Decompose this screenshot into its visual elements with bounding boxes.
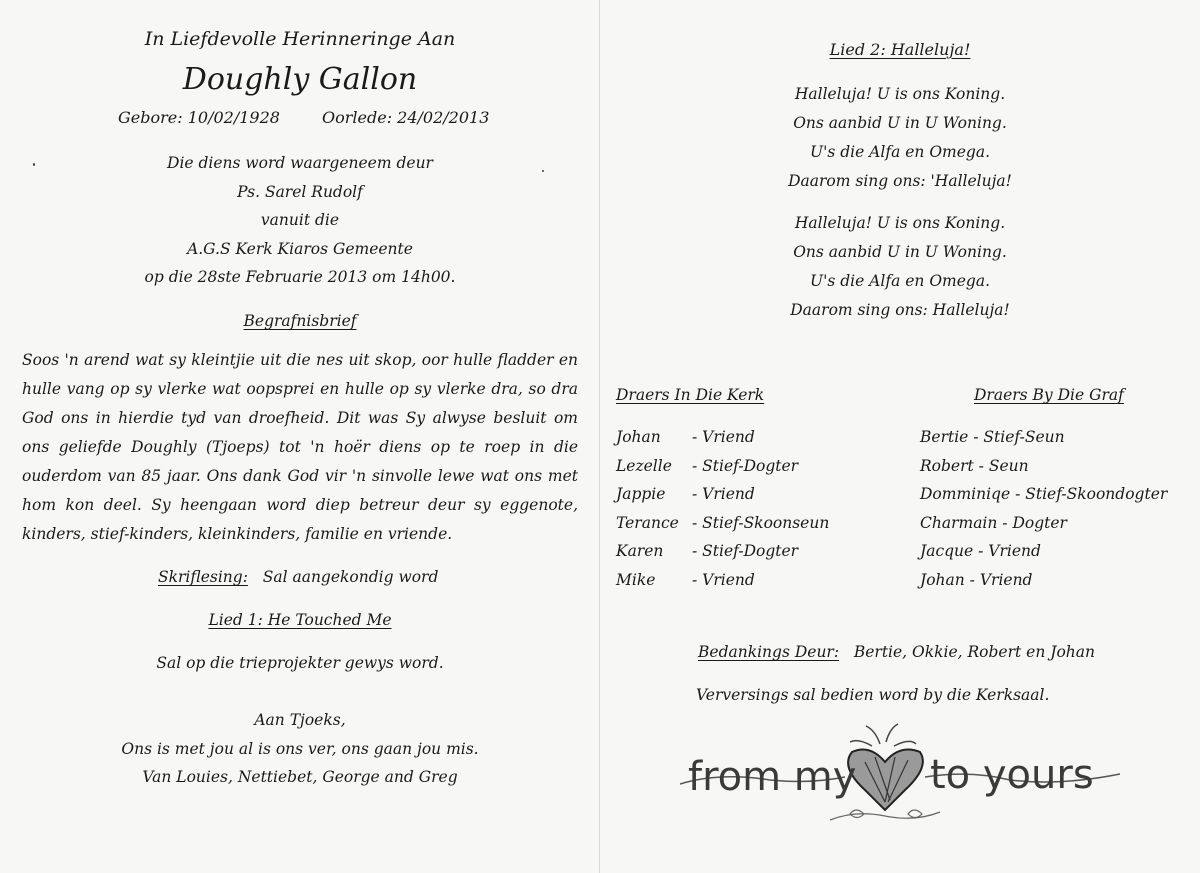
grave-bearer: Robert - Seun xyxy=(920,457,1029,475)
speck xyxy=(33,163,35,166)
logo-right-text: to yours xyxy=(930,752,1094,798)
reading-label: Skriflesing: xyxy=(158,568,248,586)
letter-heading: Begrafnisbrief xyxy=(243,312,357,330)
grave-bearer: Johan - Vriend xyxy=(920,571,1033,589)
thanks-value: Bertie, Okkie, Robert en Johan xyxy=(853,643,1096,661)
memorial-heading: In Liefdevolle Herinneringe Aan xyxy=(144,28,456,50)
logo-left-text: from my xyxy=(688,754,857,800)
verse-line: Halleluja! U is ons Koning. xyxy=(794,214,1006,232)
church-bearer-role: - Stief-Dogter xyxy=(692,457,799,475)
service-line: A.G.S Kerk Kiaros Gemeente xyxy=(187,240,413,258)
from-my-heart-logo xyxy=(680,722,1130,832)
refreshments-note: Verversings sal bedien word by die Kerksaal. xyxy=(696,686,1050,704)
service-line: Die diens word waargeneem deur xyxy=(167,154,433,172)
service-line: vanuit die xyxy=(260,211,340,229)
verse-line: Ons aanbid U in U Woning. xyxy=(793,243,1007,261)
tribute-line: Ons is met jou al is ons ver, ons gaan jou mis. xyxy=(121,740,479,758)
verse-line: U's die Alfa en Omega. xyxy=(810,272,990,290)
grave-bearer: Bertie - Stief-Seun xyxy=(920,428,1065,446)
service-line: Ps. Sarel Rudolf xyxy=(237,183,363,201)
verse-line: U's die Alfa en Omega. xyxy=(810,143,990,161)
grave-bearer: Charmain - Dogter xyxy=(920,514,1067,532)
grave-bearer: Domminiqe - Stief-Skoondogter xyxy=(920,485,1168,503)
tribute-line: Aan Tjoeks, xyxy=(254,711,346,729)
church-bearer-role: - Stief-Dogter xyxy=(692,542,799,560)
church-bearer-name: Jappie xyxy=(616,485,666,503)
birth-date: Gebore: 10/02/1928 xyxy=(118,108,280,127)
grave-bearers-heading: Draers By Die Graf xyxy=(974,386,1124,404)
church-bearer-name: Terance xyxy=(616,514,679,532)
heart-flourish-icon xyxy=(680,722,1130,832)
reading-value: Sal aangekondig word xyxy=(262,568,439,586)
death-date: Oorlede: 24/02/2013 xyxy=(322,108,490,127)
church-bearer-role: - Vriend xyxy=(692,485,755,503)
song1-title: Lied 1: He Touched Me xyxy=(208,611,392,629)
church-bearer-role: - Stief-Skoonseun xyxy=(692,514,830,532)
verse-line: Halleluja! U is ons Koning. xyxy=(794,85,1006,103)
right-page xyxy=(600,0,1200,873)
song2-title: Lied 2: Halleluja! xyxy=(829,40,971,59)
speck xyxy=(542,170,544,172)
deceased-name: Doughly Gallon xyxy=(182,62,418,97)
verse-line: Ons aanbid U in U Woning. xyxy=(793,114,1007,132)
church-bearer-role: - Vriend xyxy=(692,428,755,446)
song1-note: Sal op die trieprojekter gewys word. xyxy=(156,654,444,672)
verse-line: Daarom sing ons: Halleluja! xyxy=(790,301,1010,319)
church-bearer-name: Johan xyxy=(616,428,661,446)
church-bearers-heading: Draers In Die Kerk xyxy=(616,386,765,404)
funeral-letter: Soos 'n arend wat sy kleintjie uit die nes uit skop, oor hulle fladder en hulle vang op sy vlerke wat oopsprei en hulle op sy vlerke dra, so dra God ons in hierdie tyd van droefheid. Dit was Sy alwyse besluit om ons geliefde Doughly (Tjoeps) tot 'n hoër diens op te roep in die ouderdom van 85 jaar. Ons dank God vir 'n sinvolle lewe wat ons met hom kon deel. Sy heengaan word diep betreur deur sy eggenote, kinders, stief-kinders, kleinkinders, familie en vriende. xyxy=(22,351,578,543)
church-bearer-role: - Vriend xyxy=(692,571,755,589)
grave-bearer: Jacque - Vriend xyxy=(920,542,1041,560)
service-line: op die 28ste Februarie 2013 om 14h00. xyxy=(144,268,456,286)
church-bearer-name: Lezelle xyxy=(616,457,672,475)
church-bearer-name: Mike xyxy=(616,571,656,589)
tribute-line: Van Louies, Nettiebet, George and Greg xyxy=(142,768,458,786)
verse-line: Daarom sing ons: 'Halleluja! xyxy=(788,172,1012,190)
thanks-label: Bedankings Deur: xyxy=(698,643,840,661)
church-bearer-name: Karen xyxy=(616,542,664,560)
